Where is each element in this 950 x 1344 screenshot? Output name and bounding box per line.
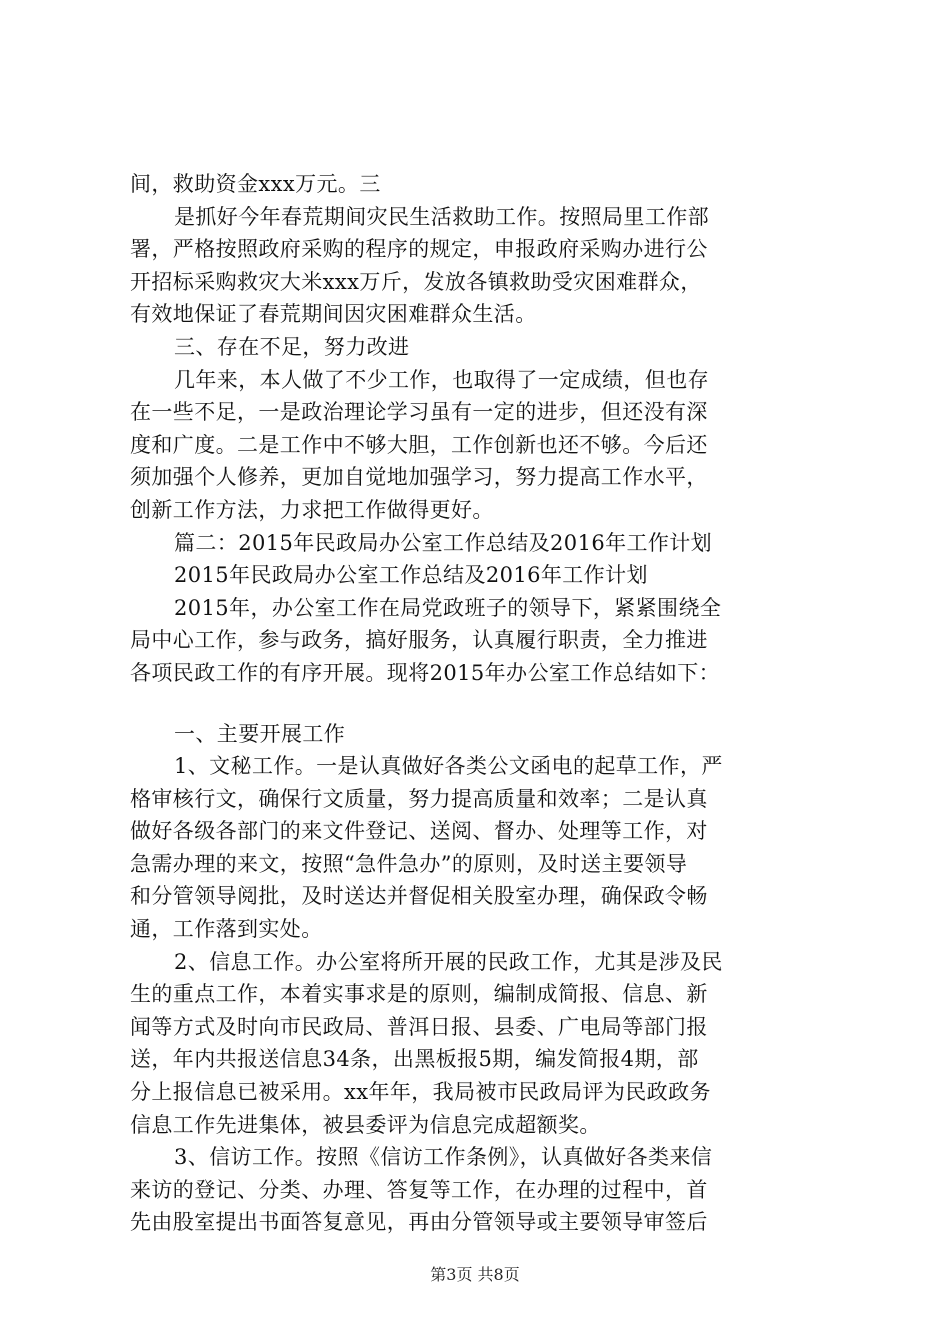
text-line: 2015年，办公室工作在局党政班子的领导下，紧紧围绕全	[174, 595, 722, 620]
text-line: 度和广度。二是工作中不够大胆，工作创新也还不够。今后还	[130, 432, 708, 457]
text-line: 开招标采购救灾大米xxx万斤，发放各镇救助受灾困难群众，	[130, 269, 702, 294]
text-line: 一、主要开展工作	[174, 721, 346, 746]
text-line: 署，严格按照政府采购的程序的规定，申报政府采购办进行公	[130, 237, 708, 262]
text-line: 有效地保证了春荒期间因灾困难群众生活。	[130, 302, 537, 327]
text-line: 各项民政工作的有序开展。现将2015年办公室工作总结如下：	[130, 660, 721, 685]
text-line: 篇二：2015年民政局办公室工作总结及2016年工作计划	[174, 530, 713, 555]
text-line: 先由股室提出书面答复意见，再由分管领导或主要领导审签后	[130, 1210, 708, 1235]
text-line: 送，年内共报送信息34条，出黑板报5期，编发简报4期，部	[130, 1047, 699, 1072]
text-line: 在一些不足，一是政治理论学习虽有一定的进步，但还没有深	[130, 400, 708, 425]
text-line: 间，救助资金xxx万元。三	[130, 172, 381, 196]
text-line: 分上报信息已被采用。xx年年，我局被市民政局评为民政政务	[130, 1080, 711, 1105]
text-line: 2015年民政局办公室工作总结及2016年工作计划	[174, 563, 648, 588]
text-line: 格审核行文，确保行文质量，努力提高质量和效率；二是认真	[130, 786, 708, 811]
text-line: 3、信访工作。按照《信访工作条例》，认真做好各类来信	[174, 1145, 713, 1170]
text-line: 局中心工作，参与政务，搞好服务，认真履行职责，全力推进	[130, 628, 708, 653]
text-line: 三、存在不足，努力改进	[174, 334, 410, 359]
text-line: 信息工作先进集体，被县委评为信息完成超额奖。	[130, 1112, 601, 1137]
page-footer: 第3页 共8页	[430, 1265, 520, 1284]
text-line: 和分管领导阅批，及时送达并督促相关股室办理，确保政令畅	[130, 884, 708, 909]
document-body	[130, 168, 830, 1239]
text-line: 1、文秘工作。一是认真做好各类公文函电的起草工作，严	[174, 754, 723, 779]
text-line: 闻等方式及时向市民政局、普洱日报、县委、广电局等部门报	[130, 1014, 708, 1039]
text-line: 做好各级各部门的来文件登记、送阅、督办、处理等工作，对	[130, 819, 708, 844]
text-line: 急需办理的来文，按照“急件急办”的原则，及时送主要领导	[130, 851, 688, 876]
text-line: 创新工作方法，力求把工作做得更好。	[130, 497, 494, 522]
text-line: 几年来，本人做了不少工作，也取得了一定成绩，但也存	[174, 367, 709, 392]
blank-line	[130, 690, 830, 718]
text-line: 2、信息工作。办公室将所开展的民政工作，尤其是涉及民	[174, 949, 723, 974]
text-line: 生的重点工作，本着实事求是的原则，编制成简报、信息、新	[130, 982, 708, 1007]
text-line: 是抓好今年春荒期间灾民生活救助工作。按照局里工作部	[174, 204, 709, 229]
text-line: 通，工作落到实处。	[130, 917, 323, 942]
text-line: 来访的登记、分类、办理、答复等工作，在办理的过程中，首	[130, 1177, 708, 1202]
text-line: 须加强个人修养，更加自觉地加强学习，努力提高工作水平，	[130, 465, 708, 490]
